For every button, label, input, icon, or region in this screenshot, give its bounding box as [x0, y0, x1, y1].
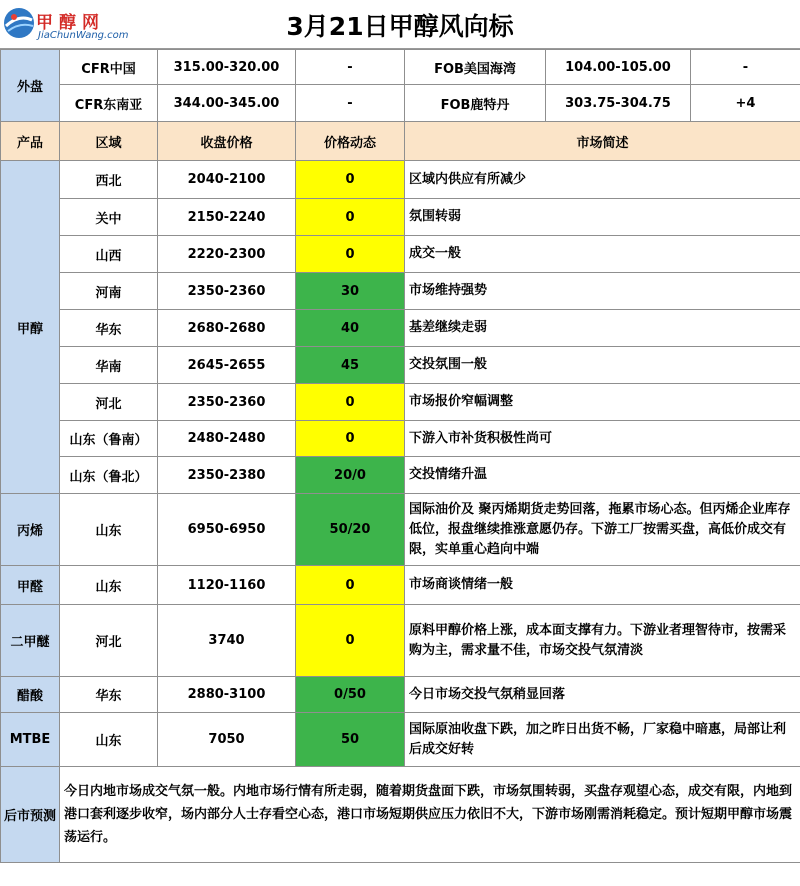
summary-cell: 区域内供应有所减少 — [405, 161, 800, 199]
summary-cell: 成交一般 — [405, 236, 800, 273]
product-name: MTBE — [1, 713, 60, 767]
price-cell: 2350-2360 — [158, 384, 296, 421]
change-cell: 20/0 — [296, 457, 405, 494]
column-header-product: 产品 — [1, 122, 60, 161]
summary-cell: 下游入市补货积极性尚可 — [405, 421, 800, 457]
product-row — [1, 605, 800, 677]
external-left-price: 315.00-320.00 — [158, 50, 296, 85]
product-row — [1, 677, 800, 713]
price-cell: 1120-1160 — [158, 566, 296, 605]
product-row — [1, 310, 800, 347]
product-row — [1, 421, 800, 457]
external-right-change: +4 — [691, 85, 800, 122]
price-cell: 7050 — [158, 713, 296, 767]
price-table — [0, 49, 800, 863]
price-cell: 2350-2380 — [158, 457, 296, 494]
summary-cell: 市场报价窄幅调整 — [405, 384, 800, 421]
product-row — [1, 236, 800, 273]
product-name: 丙烯 — [1, 494, 60, 566]
summary-cell: 基差继续走弱 — [405, 310, 800, 347]
product-name: 甲醇 — [1, 161, 60, 494]
logo-domain: JiaChunWang.com — [38, 30, 129, 41]
forecast-label: 后市预测 — [1, 767, 60, 863]
price-cell: 2350-2360 — [158, 273, 296, 310]
region-cell: 华南 — [60, 347, 158, 384]
change-cell: 0 — [296, 605, 405, 677]
change-cell: 50/20 — [296, 494, 405, 566]
price-cell: 6950-6950 — [158, 494, 296, 566]
external-right-price: 303.75-304.75 — [546, 85, 691, 122]
price-cell: 2645-2655 — [158, 347, 296, 384]
price-cell: 2150-2240 — [158, 199, 296, 236]
change-cell: 0 — [296, 236, 405, 273]
summary-cell: 交投氛围一般 — [405, 347, 800, 384]
summary-cell: 国际原油收盘下跌，加之昨日出货不畅，厂家稳中暗惠，局部让利后成交好转 — [405, 713, 800, 767]
change-cell: 0 — [296, 199, 405, 236]
summary-cell: 市场商谈情绪一般 — [405, 566, 800, 605]
region-cell: 山东（鲁北） — [60, 457, 158, 494]
change-cell: 0/50 — [296, 677, 405, 713]
column-header-change: 价格动态 — [296, 122, 405, 161]
region-cell: 关中 — [60, 199, 158, 236]
external-left-name: CFR东南亚 — [60, 85, 158, 122]
external-left-price: 344.00-345.00 — [158, 85, 296, 122]
price-cell: 2040-2100 — [158, 161, 296, 199]
column-header-row — [1, 122, 800, 161]
product-row — [1, 273, 800, 310]
region-cell: 山东 — [60, 713, 158, 767]
product-row — [1, 494, 800, 566]
product-row — [1, 713, 800, 767]
product-row — [1, 384, 800, 421]
change-cell: 30 — [296, 273, 405, 310]
change-cell: 0 — [296, 161, 405, 199]
region-cell: 河北 — [60, 605, 158, 677]
summary-cell: 氛围转弱 — [405, 199, 800, 236]
external-right-price: 104.00-105.00 — [546, 50, 691, 85]
external-left-name: CFR中国 — [60, 50, 158, 85]
price-cell: 3740 — [158, 605, 296, 677]
column-header-price: 收盘价格 — [158, 122, 296, 161]
summary-cell: 交投情绪升温 — [405, 457, 800, 494]
region-cell: 河南 — [60, 273, 158, 310]
product-row — [1, 457, 800, 494]
region-cell: 华东 — [60, 677, 158, 713]
region-cell: 山东 — [60, 566, 158, 605]
logo-chinese-name: 甲醇网 — [36, 13, 105, 33]
column-header-region: 区域 — [60, 122, 158, 161]
external-label: 外盘 — [1, 50, 60, 122]
forecast-row — [1, 767, 800, 863]
price-cell: 2880-3100 — [158, 677, 296, 713]
region-cell: 河北 — [60, 384, 158, 421]
change-cell: 50 — [296, 713, 405, 767]
product-name: 二甲醚 — [1, 605, 60, 677]
external-right-name: FOB美国海湾 — [405, 50, 546, 85]
external-row — [1, 50, 800, 85]
column-header-summary: 市场简述 — [405, 122, 800, 161]
price-cell: 2220-2300 — [158, 236, 296, 273]
change-cell: 0 — [296, 566, 405, 605]
external-right-name: FOB鹿特丹 — [405, 85, 546, 122]
summary-cell: 市场维持强势 — [405, 273, 800, 310]
summary-cell: 国际油价及 聚丙烯期货走势回落，拖累市场心态。但丙烯企业库存低位，报盘继续推涨意愿仍存。下游工厂按需买盘，高低价成交有限，实单重心趋向中端 — [405, 494, 800, 566]
product-row — [1, 347, 800, 384]
summary-cell: 原料甲醇价格上涨，成本面支撑有力。下游业者理智待市，按需采购为主，需求量不佳，市场交投气氛清淡 — [405, 605, 800, 677]
change-cell: 40 — [296, 310, 405, 347]
region-cell: 山东 — [60, 494, 158, 566]
external-left-change: - — [296, 85, 405, 122]
external-left-change: - — [296, 50, 405, 85]
product-row — [1, 199, 800, 236]
price-cell: 2480-2480 — [158, 421, 296, 457]
report-header — [0, 0, 800, 49]
product-name: 甲醛 — [1, 566, 60, 605]
change-cell: 0 — [296, 421, 405, 457]
price-cell: 2680-2680 — [158, 310, 296, 347]
external-row — [1, 85, 800, 122]
change-cell: 0 — [296, 384, 405, 421]
change-cell: 45 — [296, 347, 405, 384]
product-name: 醋酸 — [1, 677, 60, 713]
region-cell: 华东 — [60, 310, 158, 347]
region-cell: 西北 — [60, 161, 158, 199]
product-row — [1, 161, 800, 199]
external-right-change: - — [691, 50, 800, 85]
page-title: 3月21日甲醇风向标 — [286, 12, 514, 41]
forecast-text: 今日内地市场成交气氛一般。内地市场行情有所走弱，随着期货盘面下跌，市场氛围转弱，买盘存观望心态，成交有限，内地到港口套利逐步收窄，场内部分人士存看空心态，港口市场短期供应压力依旧不大，下游市场刚需消耗稳定。预计短期甲醇市场震荡运行。 — [60, 767, 800, 863]
region-cell: 山东（鲁南） — [60, 421, 158, 457]
product-row — [1, 566, 800, 605]
summary-cell: 今日市场交投气氛稍显回落 — [405, 677, 800, 713]
region-cell: 山西 — [60, 236, 158, 273]
